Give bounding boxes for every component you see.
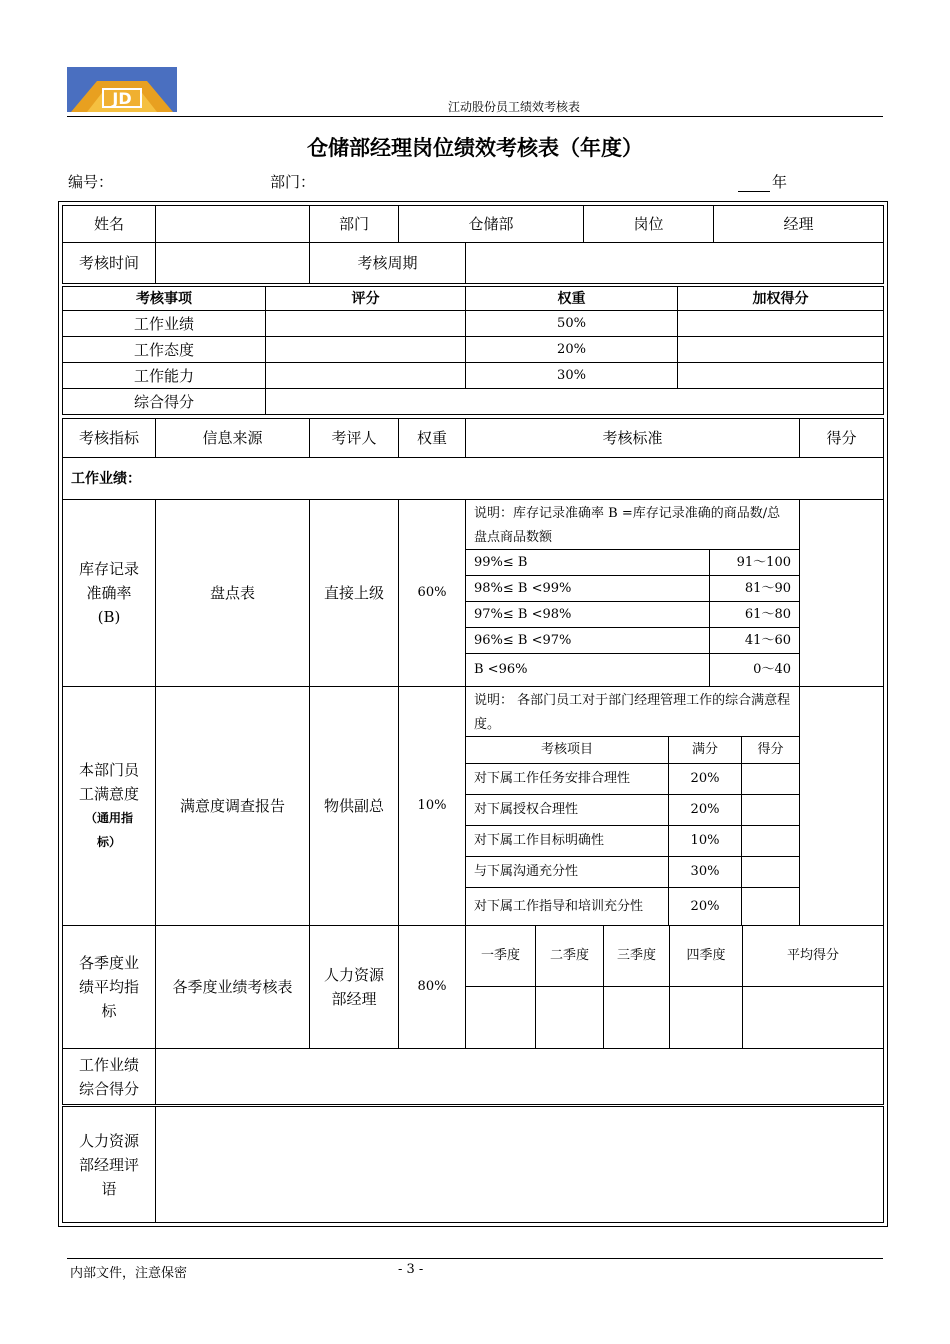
indicator1-score-input[interactable] xyxy=(799,499,884,687)
cycle-label: 考核周期 xyxy=(309,242,466,284)
header-company-title: 江动股份员工绩效考核表 xyxy=(448,100,581,114)
sub-item-score-input[interactable] xyxy=(741,763,800,795)
sub-item-score-input[interactable] xyxy=(741,856,800,888)
position-label: 岗位 xyxy=(583,205,714,243)
sub-item-name: 对下属工作目标明确性 xyxy=(465,825,669,857)
sub-item-name: 对下属工作指导和培训充分性 xyxy=(465,887,669,926)
position-value: 经理 xyxy=(713,205,884,243)
dept-label-top: 部门： xyxy=(270,173,316,191)
sub-item-score-input[interactable] xyxy=(741,825,800,857)
quarter-header: 一季度 xyxy=(465,925,536,987)
hr-comment-label: 人力资源 部经理评 语 xyxy=(62,1106,156,1223)
detail-header-standard: 考核标准 xyxy=(465,418,800,458)
summary-row-weighted-input[interactable] xyxy=(677,310,884,337)
time-input[interactable] xyxy=(155,242,310,284)
summary-row-item: 工作态度 xyxy=(62,336,266,363)
detail-header-score: 得分 xyxy=(799,418,884,458)
summary-total-input[interactable] xyxy=(265,388,884,415)
indicator1-source: 盘点表 xyxy=(155,499,310,687)
summary-header-score: 评分 xyxy=(265,286,466,311)
tier-range: 99%≤ B xyxy=(465,549,710,576)
header-divider xyxy=(67,116,883,117)
company-logo xyxy=(67,67,177,112)
appraisal-form xyxy=(62,205,884,1223)
summary-header-weighted: 加权得分 xyxy=(677,286,884,311)
sub-item-full: 30% xyxy=(668,856,742,888)
performance-total-label: 工作业绩 综合得分 xyxy=(62,1048,156,1105)
sub-item-name: 与下属沟通充分性 xyxy=(465,856,669,888)
indicator2-source: 满意度调查报告 xyxy=(155,686,310,926)
detail-header-source: 信息来源 xyxy=(155,418,310,458)
name-label: 姓名 xyxy=(62,205,156,243)
indicator2-weight: 10% xyxy=(398,686,466,926)
indicator2-score-input[interactable] xyxy=(799,686,884,926)
indicator1-note: 说明：库存记录准确率 B =库存记录准确的商品数/总盘点商品数额 xyxy=(474,506,781,545)
sub-item-score-input[interactable] xyxy=(741,887,800,926)
tier-score: 81～90 xyxy=(709,575,800,602)
quarter-header: 三季度 xyxy=(603,925,670,987)
tier-score: 41～60 xyxy=(709,627,800,654)
summary-row-score-input[interactable] xyxy=(265,310,466,337)
tier-range: 96%≤ B <97% xyxy=(465,627,710,654)
summary-row-weighted-input[interactable] xyxy=(677,336,884,363)
dept-label: 部门 xyxy=(309,205,399,243)
average-input[interactable] xyxy=(742,986,884,1049)
sub-item-score-input[interactable] xyxy=(741,794,800,826)
year-label: 年 xyxy=(772,173,788,191)
detail-header-weight: 权重 xyxy=(398,418,466,458)
sub-item-name: 对下属授权合理性 xyxy=(465,794,669,826)
sub-item-full: 10% xyxy=(668,825,742,857)
tier-range: 97%≤ B <98% xyxy=(465,601,710,628)
indicator3-rater: 人力资源 部经理 xyxy=(309,925,399,1049)
tier-range: B <96% xyxy=(465,653,710,687)
quarter-header: 四季度 xyxy=(669,925,743,987)
indicator3-name: 各季度业 绩平均指 标 xyxy=(62,925,156,1049)
indicator1-rater: 直接上级 xyxy=(309,499,399,687)
summary-row-weight: 30% xyxy=(465,362,678,389)
summary-header-item: 考核事项 xyxy=(62,286,266,311)
sub-header-full: 满分 xyxy=(668,736,742,764)
year-blank[interactable] xyxy=(738,177,770,192)
quarter-input[interactable] xyxy=(535,986,604,1049)
summary-row-item: 工作业绩 xyxy=(62,310,266,337)
quarter-input[interactable] xyxy=(465,986,536,1049)
tier-score: 91～100 xyxy=(709,549,800,576)
quarter-header: 二季度 xyxy=(535,925,604,987)
detail-header-indicator: 考核指标 xyxy=(62,418,156,458)
section-label-performance: 工作业绩： xyxy=(62,457,884,500)
time-label: 考核时间 xyxy=(62,242,156,284)
page-number: - 3 - xyxy=(398,1262,424,1277)
indicator2-rater: 物供副总 xyxy=(309,686,399,926)
name-input[interactable] xyxy=(155,205,310,243)
tier-range: 98%≤ B <99% xyxy=(465,575,710,602)
year-field xyxy=(738,171,787,192)
quarter-input[interactable] xyxy=(603,986,670,1049)
sub-item-name: 对下属工作任务安排合理性 xyxy=(465,763,669,795)
logo-text: JD xyxy=(112,89,132,108)
summary-row-weight: 50% xyxy=(465,310,678,337)
summary-row-weight: 20% xyxy=(465,336,678,363)
indicator3-source: 各季度业绩考核表 xyxy=(155,925,310,1049)
page-title: 仓储部经理岗位绩效考核表（年度） xyxy=(307,136,643,160)
indicator2-note: 说明： 各部门员工对于部门经理管理工作的综合满意程度。 xyxy=(474,693,791,732)
hr-comment-input[interactable] xyxy=(155,1106,884,1223)
indicator3-weight: 80% xyxy=(398,925,466,1049)
footer-divider xyxy=(67,1258,883,1259)
sub-item-full: 20% xyxy=(668,763,742,795)
sub-item-full: 20% xyxy=(668,887,742,926)
quarter-input[interactable] xyxy=(669,986,743,1049)
summary-row-score-input[interactable] xyxy=(265,336,466,363)
sub-item-full: 20% xyxy=(668,794,742,826)
average-header: 平均得分 xyxy=(742,925,884,987)
cycle-input[interactable] xyxy=(465,242,884,284)
detail-header-rater: 考评人 xyxy=(309,418,399,458)
performance-total-input[interactable] xyxy=(155,1048,884,1105)
summary-total-label: 综合得分 xyxy=(62,388,266,415)
footer-confidential: 内部文件，注意保密 xyxy=(70,1266,188,1281)
summary-header-weight: 权重 xyxy=(465,286,678,311)
dept-value: 仓储部 xyxy=(398,205,584,243)
indicator1-name: 库存记录 准确率 (B) xyxy=(62,499,156,687)
sub-header-score: 得分 xyxy=(741,736,800,764)
summary-row-item: 工作能力 xyxy=(62,362,266,389)
tier-score: 61～80 xyxy=(709,601,800,628)
indicator1-weight: 60% xyxy=(398,499,466,687)
summary-row-weighted-input[interactable] xyxy=(677,362,884,389)
sub-header-item: 考核项目 xyxy=(465,736,669,764)
summary-row-score-input[interactable] xyxy=(265,362,466,389)
tier-score: 0～40 xyxy=(709,653,800,687)
number-label: 编号： xyxy=(68,173,114,191)
indicator2-name: 本部门员 工满意度 （通用指 标） xyxy=(62,686,156,926)
